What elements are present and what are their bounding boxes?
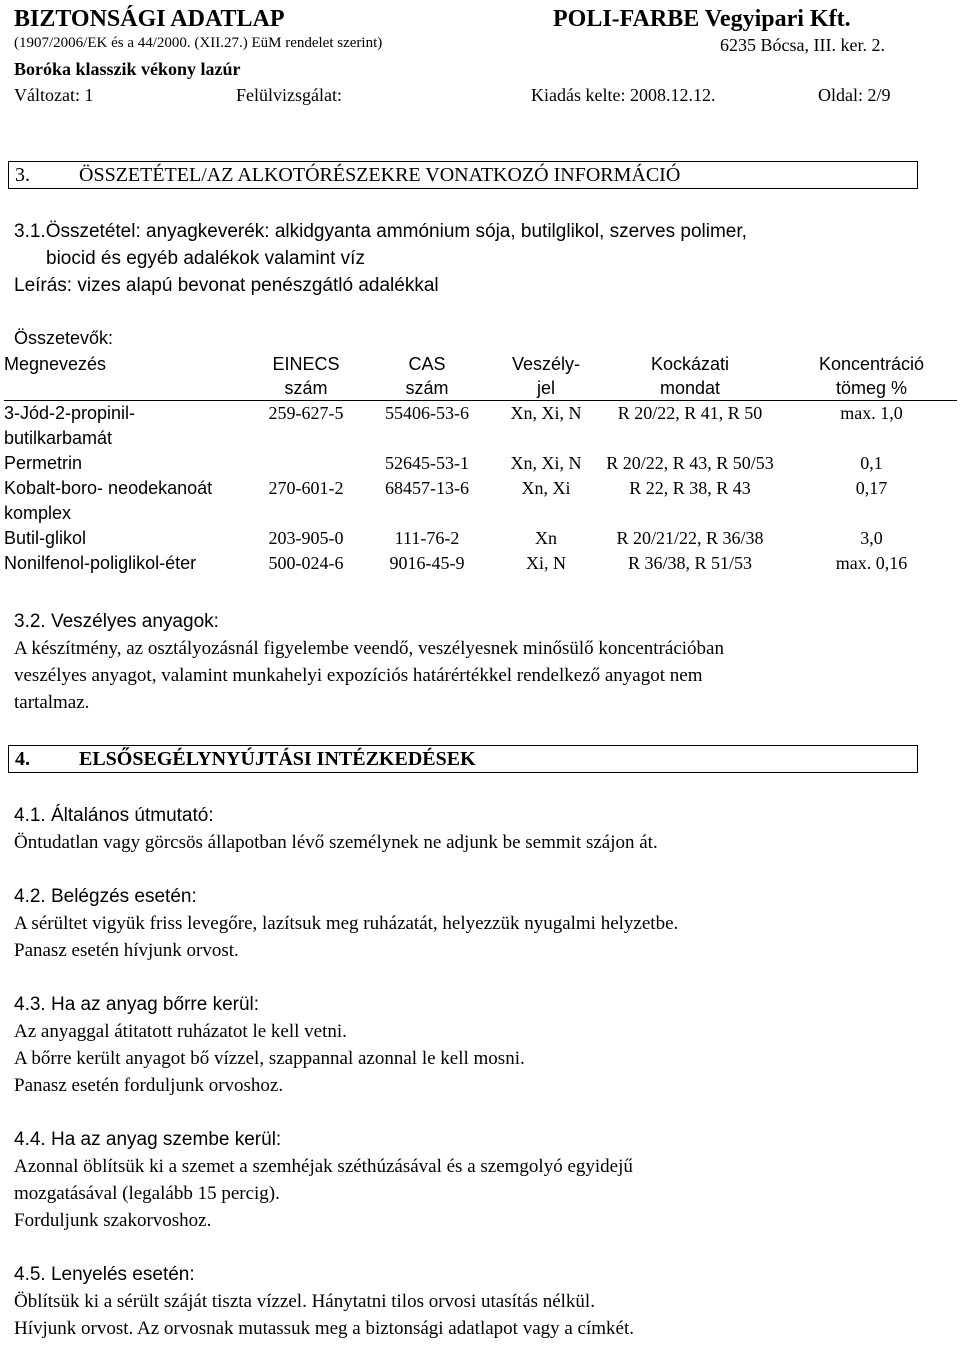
skin-contact-line-1: Az anyaggal átitatott ruházatot le kell vetni.	[14, 1021, 347, 1042]
cell-concentration: 0,1	[860, 453, 883, 473]
skin-contact-title: 4.3. Ha az anyag bőrre kerül:	[14, 994, 260, 1015]
cell-cas: 9016-45-9	[389, 553, 465, 573]
table-row	[4, 551, 957, 576]
page-number: Oldal: 2/9	[818, 85, 891, 105]
company-name: POLI-FARBE Vegyipari Kft.	[553, 6, 851, 32]
cell-hazard: Xn, Xi, N	[510, 403, 582, 423]
table-header-row	[4, 352, 957, 401]
cell-einecs: 203-905-0	[268, 528, 344, 548]
table-row	[4, 526, 957, 551]
hazardous-line-1: A készítmény, az osztályozásnál figyelembe veendő, veszélyesnek minősülő koncentrációban	[14, 638, 724, 659]
cell-name: Nonilfenol-poliglikol-éter	[4, 553, 197, 573]
header-risk: Kockázati mondat	[594, 352, 786, 401]
cell-concentration: max. 1,0	[840, 403, 903, 423]
cell-name: 3-Jód-2-propinil- butilkarbamát	[4, 403, 136, 448]
eye-contact-title: 4.4. Ha az anyag szembe kerül:	[14, 1129, 282, 1150]
cell-concentration: 0,17	[855, 478, 888, 498]
table-row	[4, 476, 957, 526]
regulation-reference: (1907/2006/EK és a 44/2000. (XII.27.) EüM rendelet szerint)	[14, 35, 383, 51]
eye-contact-line-2: mozgatásával (legalább 15 percig).	[14, 1183, 280, 1204]
ingestion-title: 4.5. Lenyelés esetén:	[14, 1264, 195, 1285]
general-guidance-title: 4.1. Általános útmutató:	[14, 805, 214, 826]
inhalation-line-1: A sérültet vigyük friss levegőre, lazítsuk meg ruházatát, helyezzük nyugalmi helyzetbe.	[14, 913, 679, 934]
cell-risk: R 36/38, R 51/53	[627, 553, 752, 573]
cell-cas: 111-76-2	[394, 528, 460, 548]
header-hazard: Veszély- jel	[498, 352, 594, 401]
header-concentration: Koncentráció tömeg %	[786, 352, 957, 401]
cell-name: Permetrin	[4, 453, 83, 473]
cell-einecs: 500-024-6	[268, 553, 344, 573]
cell-risk: R 20/21/22, R 36/38	[616, 528, 764, 548]
table-row	[4, 451, 957, 476]
composition-line-1: 3.1.Összetétel: anyagkeverék: alkidgyanta ammónium sója, butilglikol, szerves polimer,	[14, 221, 747, 242]
section-4-number: 4.	[15, 748, 30, 770]
revision: Felülvizsgálat:	[236, 85, 342, 105]
cell-cas: 52645-53-1	[385, 453, 469, 473]
cell-cas: 55406-53-6	[385, 403, 469, 423]
components-label: Összetevők:	[14, 328, 114, 348]
cell-hazard: Xn, Xi, N	[510, 453, 582, 473]
cell-hazard: Xn	[535, 528, 557, 548]
skin-contact-line-3: Panasz esetén forduljunk orvoshoz.	[14, 1075, 284, 1096]
cell-name: Kobalt-boro- neodekanoát komplex	[4, 478, 213, 523]
section-3-title: ÖSSZETÉTEL/AZ ALKOTÓRÉSZEKRE VONATKOZÓ INFORMÁCIÓ	[79, 164, 681, 186]
cell-risk: R 22, R 38, R 43	[629, 478, 751, 498]
cell-hazard: Xi, N	[526, 553, 566, 573]
section-4-heading	[8, 745, 918, 773]
section-3-heading	[8, 161, 918, 189]
components-table	[4, 352, 957, 576]
cell-hazard: Xn, Xi	[521, 478, 571, 498]
version: Változat: 1	[14, 85, 94, 105]
inhalation-title: 4.2. Belégzés esetén:	[14, 886, 197, 907]
header-cas: CAS szám	[356, 352, 498, 401]
section-4-title: ELSŐSEGÉLYNYÚJTÁSI INTÉZKEDÉSEK	[79, 748, 476, 770]
ingestion-line-1: Öblítsük ki a sérült száját tiszta vízzel. Hánytatni tilos orvosi utasítás nélkül.	[14, 1291, 595, 1312]
cell-einecs: 259-627-5	[268, 403, 344, 423]
header-name: Megnevezés	[4, 352, 256, 401]
cell-cas: 68457-13-6	[385, 478, 469, 498]
hazardous-line-2: veszélyes anyagot, valamint munkahelyi expozíciós határértékkel rendelkező anyagot nem	[14, 665, 703, 686]
header-einecs: EINECS szám	[256, 352, 356, 401]
cell-concentration: max. 0,16	[835, 553, 908, 573]
hazardous-substances-title: 3.2. Veszélyes anyagok:	[14, 611, 219, 632]
general-guidance-text: Öntudatlan vagy görcsös állapotban lévő személynek ne adjunk be semmit szájon át.	[14, 832, 658, 853]
hazardous-line-3: tartalmaz.	[14, 692, 90, 713]
section-3-number: 3.	[15, 164, 30, 186]
cell-name: Butil-glikol	[4, 528, 87, 548]
company-address: 6235 Bócsa, III. ker. 2.	[720, 35, 885, 55]
eye-contact-line-1: Azonnal öblítsük ki a szemet a szemhéjak széthúzásával és a szemgolyó egyidejű	[14, 1156, 633, 1177]
product-name: Boróka klasszik vékony lazúr	[14, 59, 241, 79]
inhalation-line-2: Panasz esetén hívjunk orvost.	[14, 940, 239, 961]
description-line: Leírás: vizes alapú bevonat penészgátló adalékkal	[14, 275, 439, 296]
cell-risk: R 20/22, R 43, R 50/53	[606, 453, 774, 473]
document-title: BIZTONSÁGI ADATLAP	[14, 6, 285, 32]
issue-date: Kiadás kelte: 2008.12.12.	[531, 85, 716, 105]
composition-line-2: biocid és egyéb adalékok valamint víz	[46, 248, 365, 269]
skin-contact-line-2: A bőrre került anyagot bő vízzel, szappannal azonnal le kell mosni.	[14, 1048, 525, 1069]
ingestion-line-2: Hívjunk orvost. Az orvosnak mutassuk meg a biztonsági adatlapot vagy a címkét.	[14, 1318, 635, 1339]
cell-risk: R 20/22, R 41, R 50	[617, 403, 763, 423]
cell-concentration: 3,0	[860, 528, 883, 548]
cell-einecs: 270-601-2	[268, 478, 344, 498]
cell-einecs	[256, 451, 356, 476]
eye-contact-line-3: Forduljunk szakorvoshoz.	[14, 1210, 212, 1231]
table-row	[4, 401, 957, 452]
